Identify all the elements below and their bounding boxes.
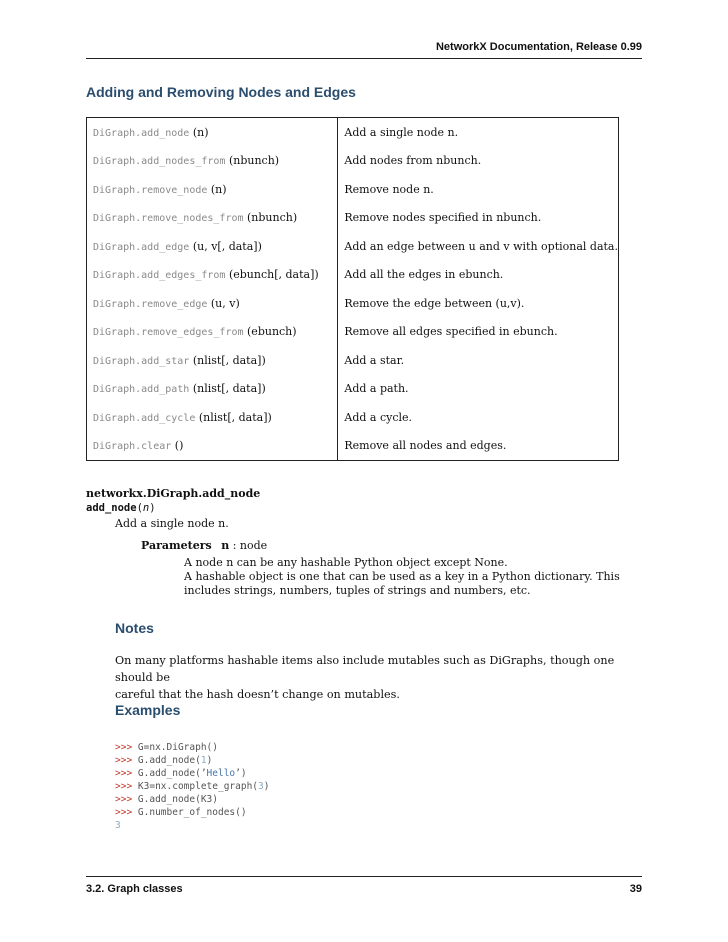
- summary-row: [87, 318, 619, 347]
- summary-func-cell: [87, 204, 338, 233]
- summary-func-link[interactable]: DiGraph.add_edge: [93, 241, 190, 253]
- examples-heading: Examples: [115, 702, 181, 718]
- summary-func-link[interactable]: DiGraph.remove_nodes_from: [93, 213, 244, 225]
- param-desc-3: includes strings, numbers, tuples of strings and numbers, etc.: [184, 584, 531, 597]
- code-output: 3: [115, 820, 121, 831]
- code-line: [115, 741, 269, 754]
- summary-desc-cell: Remove the edge between (u,v).: [344, 296, 525, 310]
- summary-row: [87, 261, 619, 290]
- footer-section: 3.2. Graph classes: [86, 883, 183, 895]
- summary-row: [87, 147, 619, 176]
- code-literal: 1: [200, 755, 207, 766]
- notes-line-2: careful that the hash doesn’t change on mutables.: [115, 688, 400, 701]
- examples-code: [115, 741, 269, 832]
- header-rule: [86, 58, 642, 59]
- summary-row: [87, 375, 619, 404]
- summary-func-link[interactable]: DiGraph.add_node: [93, 127, 190, 139]
- summary-func-cell: [87, 432, 338, 461]
- code-text: G=nx.DiGraph(): [137, 742, 218, 753]
- page-number: 39: [629, 883, 642, 895]
- summary-func-link[interactable]: DiGraph.add_cycle: [93, 412, 196, 424]
- summary-desc-cell: Add a cycle.: [344, 410, 413, 424]
- summary-row: [87, 204, 619, 233]
- code-text-tail: ): [263, 781, 270, 792]
- summary-func-link[interactable]: DiGraph.add_star: [93, 355, 190, 367]
- notes-body: [115, 652, 645, 703]
- summary-func-signature: (nbunch): [225, 154, 280, 168]
- summary-desc-cell: Add a path.: [344, 382, 409, 396]
- summary-desc-cell: Add a single node n.: [344, 125, 459, 139]
- summary-desc-cell: Add all the edges in ebunch.: [344, 268, 504, 282]
- summary-func-cell: [87, 375, 338, 404]
- summary-row: [87, 432, 619, 461]
- entry-qualified-name-text: networkx.DiGraph.add_node: [86, 487, 261, 500]
- summary-func-signature: (ebunch): [243, 325, 297, 339]
- code-text-tail: ’): [235, 768, 247, 779]
- summary-func-signature: (nlist[, data]): [189, 382, 266, 396]
- footer-rule: [86, 876, 642, 877]
- summary-func-signature: (n): [189, 125, 209, 139]
- running-header: NetworkX Documentation, Release 0.99: [435, 41, 642, 53]
- summary-func-cell: [87, 232, 338, 261]
- summary-desc-cell: Remove all nodes and edges.: [344, 439, 507, 453]
- summary-row: [87, 175, 619, 204]
- notes-heading: Notes: [115, 620, 154, 636]
- entry-qualified-name: [86, 487, 260, 500]
- param-desc-2: A hashable object is one that can be used as a key in a Python dictionary. This: [184, 570, 620, 583]
- summary-desc-cell: Remove all edges specified in ebunch.: [344, 325, 558, 339]
- summary-func-link[interactable]: DiGraph.add_nodes_from: [93, 156, 226, 168]
- code-prompt: >>>: [115, 768, 133, 779]
- summary-func-signature: (u, v[, data]): [189, 239, 262, 253]
- code-text: G.add_node(K3): [137, 794, 218, 805]
- summary-func-link[interactable]: DiGraph.remove_edges_from: [93, 327, 244, 339]
- summary-row: [87, 403, 619, 432]
- code-line: [115, 754, 269, 767]
- entry-arg: n: [142, 502, 150, 514]
- summary-func-link[interactable]: DiGraph.remove_node: [93, 184, 208, 196]
- summary-func-cell: [87, 403, 338, 432]
- summary-func-cell: [87, 118, 338, 147]
- code-text: K3=nx.complete_graph(: [137, 781, 259, 792]
- summary-row: [87, 289, 619, 318]
- notes-line-1: On many platforms hashable items also include mutables such as DiGraphs, though one should be: [115, 654, 615, 684]
- summary-desc-cell: Add a star.: [344, 353, 405, 367]
- summary-func-cell: [87, 318, 338, 347]
- params-line: [141, 539, 267, 552]
- summary-desc-cell: Add an edge between u and v with optional data.: [344, 239, 618, 253]
- entry-paren-open: (: [136, 502, 143, 514]
- code-text: G.add_node(’: [137, 768, 207, 779]
- summary-table: [86, 117, 619, 461]
- entry-summary: Add a single node n.: [115, 517, 229, 530]
- code-prompt: >>>: [115, 807, 133, 818]
- summary-func-signature: (nlist[, data]): [195, 410, 272, 424]
- code-prompt: >>>: [115, 742, 133, 753]
- summary-func-signature: (nbunch): [243, 211, 298, 225]
- summary-func-cell: [87, 346, 338, 375]
- summary-row: [87, 118, 619, 147]
- section-title: Adding and Removing Nodes and Edges: [86, 84, 356, 100]
- code-line: [115, 767, 269, 780]
- summary-func-signature: (): [171, 439, 184, 453]
- summary-func-link[interactable]: DiGraph.add_edges_from: [93, 270, 226, 282]
- code-text: G.add_node(: [137, 755, 201, 766]
- summary-func-cell: [87, 147, 338, 176]
- summary-func-signature: (u, v): [207, 296, 240, 310]
- param-name: n: [221, 539, 230, 552]
- entry-paren-close: ): [149, 502, 156, 514]
- summary-desc-cell: Remove nodes specified in nbunch.: [344, 211, 542, 225]
- code-prompt: >>>: [115, 781, 133, 792]
- summary-func-link[interactable]: DiGraph.add_path: [93, 384, 190, 396]
- summary-desc-cell: Remove node n.: [344, 182, 434, 196]
- param-desc-1: A node n can be any hashable Python object except None.: [184, 556, 508, 569]
- summary-func-cell: [87, 261, 338, 290]
- code-prompt: >>>: [115, 794, 133, 805]
- summary-row: [87, 232, 619, 261]
- entry-signature: [86, 502, 156, 514]
- code-line: [115, 806, 269, 819]
- entry-func-name: add_node: [86, 502, 137, 514]
- summary-row: [87, 346, 619, 375]
- summary-func-cell: [87, 175, 338, 204]
- summary-func-cell: [87, 289, 338, 318]
- code-literal: Hello: [206, 768, 236, 779]
- code-line: [115, 780, 269, 793]
- summary-func-link[interactable]: DiGraph.remove_edge: [93, 298, 208, 310]
- code-text-tail: ): [206, 755, 213, 766]
- code-line: [115, 793, 269, 806]
- summary-func-signature: (ebunch[, data]): [225, 268, 319, 282]
- summary-func-signature: (n): [207, 182, 227, 196]
- param-type: : node: [229, 539, 268, 552]
- summary-desc-cell: Add nodes from nbunch.: [344, 154, 482, 168]
- summary-func-signature: (nlist[, data]): [189, 353, 266, 367]
- code-literal: 3: [258, 781, 264, 792]
- code-prompt: >>>: [115, 755, 133, 766]
- summary-func-link[interactable]: DiGraph.clear: [93, 441, 172, 453]
- code-text: G.number_of_nodes(): [137, 807, 247, 818]
- params-label: Parameters: [141, 539, 212, 552]
